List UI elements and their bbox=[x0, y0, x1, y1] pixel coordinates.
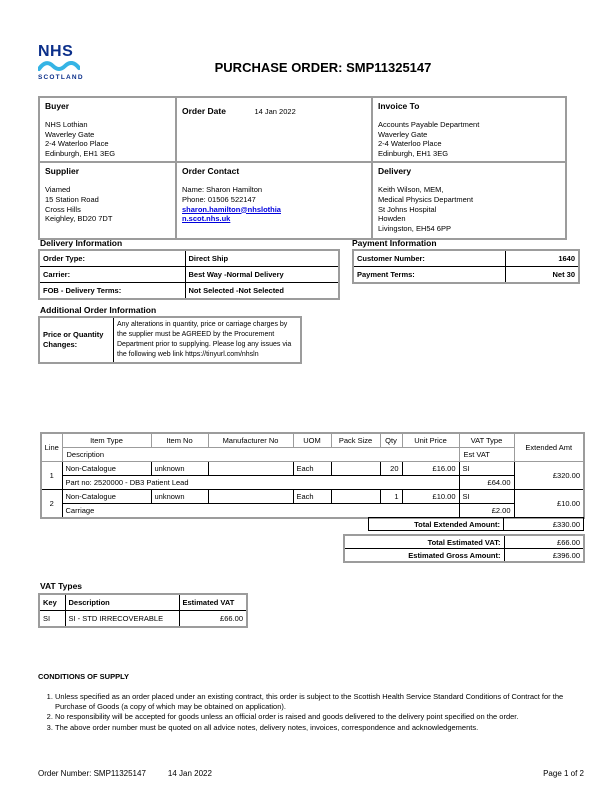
additional-order-information-title: Additional Order Information bbox=[40, 305, 157, 315]
table-row bbox=[39, 283, 339, 300]
vat-type-column-header: VAT Type bbox=[459, 433, 514, 448]
payment-information-table bbox=[352, 249, 580, 284]
footer-page-number: Page 1 of 2 bbox=[543, 769, 584, 778]
page-footer bbox=[38, 769, 584, 778]
page-title: PURCHASE ORDER: SMP11325147 bbox=[214, 60, 432, 75]
uom-cell: Each bbox=[293, 462, 331, 476]
vat-types-table bbox=[38, 593, 248, 628]
delivery-address-line: Keith Wilson, MEM, bbox=[378, 185, 444, 195]
line-items-table bbox=[40, 432, 585, 519]
item-no-cell: unknown bbox=[151, 490, 208, 504]
item-row bbox=[41, 462, 584, 476]
vat-type-cell: SI bbox=[459, 490, 514, 504]
carrier-value: Best Way -Normal Delivery bbox=[185, 267, 339, 283]
order-date-box bbox=[176, 97, 372, 162]
total-estimated-vat-value: £66.00 bbox=[504, 535, 584, 549]
buyer-address-line: NHS Lothian bbox=[45, 120, 88, 129]
items-subheader-row bbox=[41, 448, 584, 462]
tinyurl-link: https://tinyurl.com/nhsln bbox=[185, 351, 259, 358]
price-quantity-changes-text bbox=[114, 318, 300, 362]
item-type-cell: Non-Catalogue bbox=[62, 490, 151, 504]
supplier-address bbox=[45, 185, 170, 223]
item-description-cell: Carriage bbox=[62, 504, 459, 519]
delivery-label: Delivery bbox=[378, 166, 412, 177]
order-contact-phone: Phone: 01506 522147 bbox=[182, 194, 256, 204]
vat-row bbox=[39, 611, 247, 628]
payment-terms-label: Payment Terms: bbox=[353, 267, 505, 284]
supplier-box bbox=[39, 162, 176, 239]
order-type-value: Direct Ship bbox=[185, 250, 339, 267]
condition-item: 3. The above order number must be quoted on all advice notes, delivery notes, invoices, correspondence and acknowledgements. bbox=[55, 723, 584, 733]
buyer-address-line: Waverley Gate bbox=[45, 129, 95, 139]
supplier-address-line: Keighley, BD20 7DT bbox=[45, 214, 113, 224]
vat-type-cell: SI bbox=[459, 462, 514, 476]
nhs-logo-text: NHS bbox=[38, 43, 74, 60]
vat-header-row bbox=[39, 594, 247, 611]
vat-types-title: VAT Types bbox=[40, 581, 83, 591]
item-description-row bbox=[41, 504, 584, 519]
footer-date: 14 Jan 2022 bbox=[167, 769, 212, 778]
fob-terms-value: Not Selected -Not Selected bbox=[185, 283, 339, 300]
vat-gross-totals-box bbox=[343, 534, 585, 563]
pack-size-cell bbox=[331, 462, 380, 476]
order-contact-details bbox=[182, 185, 366, 223]
footer-spacer bbox=[146, 769, 168, 778]
invoice-to-address bbox=[378, 120, 560, 158]
manufacturer-no-cell bbox=[208, 462, 293, 476]
carrier-label: Carrier: bbox=[39, 267, 185, 283]
delivery-address-line: Livingston, EH54 6PP bbox=[378, 223, 451, 233]
additional-order-information-box bbox=[38, 316, 302, 364]
invoice-address-line: Edinburgh, EH1 3EG bbox=[378, 148, 449, 158]
item-no-column-header: Item No bbox=[151, 433, 208, 448]
buyer-box bbox=[39, 97, 176, 162]
qty-column-header: Qty bbox=[380, 433, 402, 448]
invoice-to-box bbox=[372, 97, 566, 162]
footer-order-number: Order Number: SMP11325147 bbox=[38, 769, 146, 778]
totals-section bbox=[343, 517, 583, 563]
delivery-address-line: Medical Physics Department bbox=[378, 194, 474, 204]
table-row bbox=[353, 267, 579, 284]
supplier-address-line: 15 Station Road bbox=[45, 194, 99, 204]
vat-description-header: Description bbox=[65, 594, 179, 611]
customer-number-label: Customer Number: bbox=[353, 250, 505, 267]
condition-item: 2. No responsibility will be accepted for goods unless an official order is raised and goods delivered to the delivery point specified on the order. bbox=[55, 712, 584, 722]
vat-key-cell: SI bbox=[39, 611, 65, 628]
total-extended-label: Total Extended Amount: bbox=[369, 518, 504, 531]
total-estimated-vat-label: Total Estimated VAT: bbox=[344, 535, 504, 549]
unit-price-column-header: Unit Price bbox=[402, 433, 459, 448]
condition-item: 1. Unless specified as an order placed under an existing contract, this order is subject to the Scottish Health Service Standard Conditions of Contract for the Purchase of Goods (a copy of which may be obtained on application). bbox=[55, 692, 584, 711]
items-header-row bbox=[41, 433, 584, 448]
order-date-value: 14 Jan 2022 bbox=[254, 107, 296, 116]
manufacturer-no-cell bbox=[208, 490, 293, 504]
table-row bbox=[344, 549, 584, 563]
vat-estimated-header: Estimated VAT bbox=[179, 594, 247, 611]
payment-terms-value: Net 30 bbox=[505, 267, 579, 284]
delivery-address-line: St Johns Hospital bbox=[378, 204, 437, 214]
description-column-header: Description bbox=[62, 448, 459, 462]
order-date-label: Order Date bbox=[182, 106, 226, 116]
payment-information-title: Payment Information bbox=[352, 238, 437, 248]
buyer-address-line: 2-4 Waterloo Place bbox=[45, 139, 109, 149]
delivery-box bbox=[372, 162, 566, 239]
pack-size-cell bbox=[331, 490, 380, 504]
total-extended-row bbox=[368, 517, 584, 531]
item-no-cell: unknown bbox=[151, 462, 208, 476]
est-vat-cell: £2.00 bbox=[459, 504, 514, 519]
extended-amt-cell: £320.00 bbox=[514, 462, 584, 490]
item-type-cell: Non-Catalogue bbox=[62, 462, 151, 476]
item-line-cell: 2 bbox=[41, 490, 62, 519]
manufacturer-no-column-header: Manufacturer No bbox=[208, 433, 293, 448]
delivery-address-line: Howden bbox=[378, 214, 406, 224]
item-description-cell: Part no: 2520000 - DB3 Patient Lead bbox=[62, 476, 459, 490]
item-type-column-header: Item Type bbox=[62, 433, 151, 448]
parties-table bbox=[38, 96, 567, 240]
qty-cell: 20 bbox=[380, 462, 402, 476]
item-description-row bbox=[41, 476, 584, 490]
order-contact-name: Name: Sharon Hamilton bbox=[182, 185, 263, 195]
table-row bbox=[39, 267, 339, 283]
line-column-header: Line bbox=[41, 433, 62, 462]
estimated-gross-label: Estimated Gross Amount: bbox=[344, 549, 504, 563]
estimated-gross-value: £396.00 bbox=[504, 549, 584, 563]
order-contact-email-link[interactable]: sharon.hamilton@nhslothian.scot.nhs.uk bbox=[182, 204, 281, 224]
order-contact-label: Order Contact bbox=[182, 166, 240, 177]
delivery-information-title: Delivery Information bbox=[40, 238, 123, 248]
invoice-to-label: Invoice To bbox=[378, 101, 420, 111]
supplier-address-line: Viamed bbox=[45, 185, 71, 195]
invoice-address-line: Accounts Payable Department bbox=[378, 120, 480, 129]
delivery-address bbox=[378, 185, 560, 233]
conditions-title: CONDITIONS OF SUPPLY bbox=[38, 672, 129, 681]
order-type-label: Order Type: bbox=[39, 250, 185, 267]
buyer-address bbox=[45, 120, 170, 158]
table-row bbox=[353, 250, 579, 267]
price-quantity-changes-label: Price or Quantity Changes: bbox=[40, 318, 114, 362]
table-row bbox=[344, 535, 584, 549]
fob-terms-label: FOB - Delivery Terms: bbox=[39, 283, 185, 300]
order-contact-box bbox=[176, 162, 372, 239]
est-vat-cell: £64.00 bbox=[459, 476, 514, 490]
table-row bbox=[39, 250, 339, 267]
extended-amt-cell: £10.00 bbox=[514, 490, 584, 519]
extended-amt-column-header: Extended Amt bbox=[514, 433, 584, 462]
uom-cell: Each bbox=[293, 490, 331, 504]
vat-description-cell: SI - STD IRRECOVERABLE bbox=[65, 611, 179, 628]
est-vat-column-header: Est VAT bbox=[459, 448, 514, 462]
qty-cell: 1 bbox=[380, 490, 402, 504]
invoice-address-line: Waverley Gate bbox=[378, 129, 428, 139]
pack-size-column-header: Pack Size bbox=[331, 433, 380, 448]
unit-price-cell: £16.00 bbox=[402, 462, 459, 476]
supplier-label: Supplier bbox=[45, 166, 80, 177]
customer-number-value: 1640 bbox=[505, 250, 579, 267]
invoice-address-line: 2-4 Waterloo Place bbox=[378, 139, 442, 149]
total-extended-value: £330.00 bbox=[504, 518, 584, 531]
nhs-logo-scotland-text: SCOTLAND bbox=[38, 74, 84, 81]
supplier-address-line: Cross Hills bbox=[45, 204, 81, 214]
vat-key-header: Key bbox=[39, 594, 65, 611]
unit-price-cell: £10.00 bbox=[402, 490, 459, 504]
delivery-information-table bbox=[38, 249, 340, 300]
changes-text: Any alterations in quantity, price or carriage charges by the supplier must be AGREED by the Procurement Department prior to supplying. Please log any issues via the following web link bbox=[117, 321, 292, 358]
item-line-cell: 1 bbox=[41, 462, 62, 490]
vat-estimated-cell: £66.00 bbox=[179, 611, 247, 628]
buyer-label: Buyer bbox=[45, 101, 70, 111]
buyer-address-line: Edinburgh, EH1 3EG bbox=[45, 148, 116, 158]
item-row bbox=[41, 490, 584, 504]
conditions-list bbox=[38, 692, 584, 732]
uom-column-header: UOM bbox=[293, 433, 331, 448]
conditions-of-supply bbox=[38, 672, 584, 733]
